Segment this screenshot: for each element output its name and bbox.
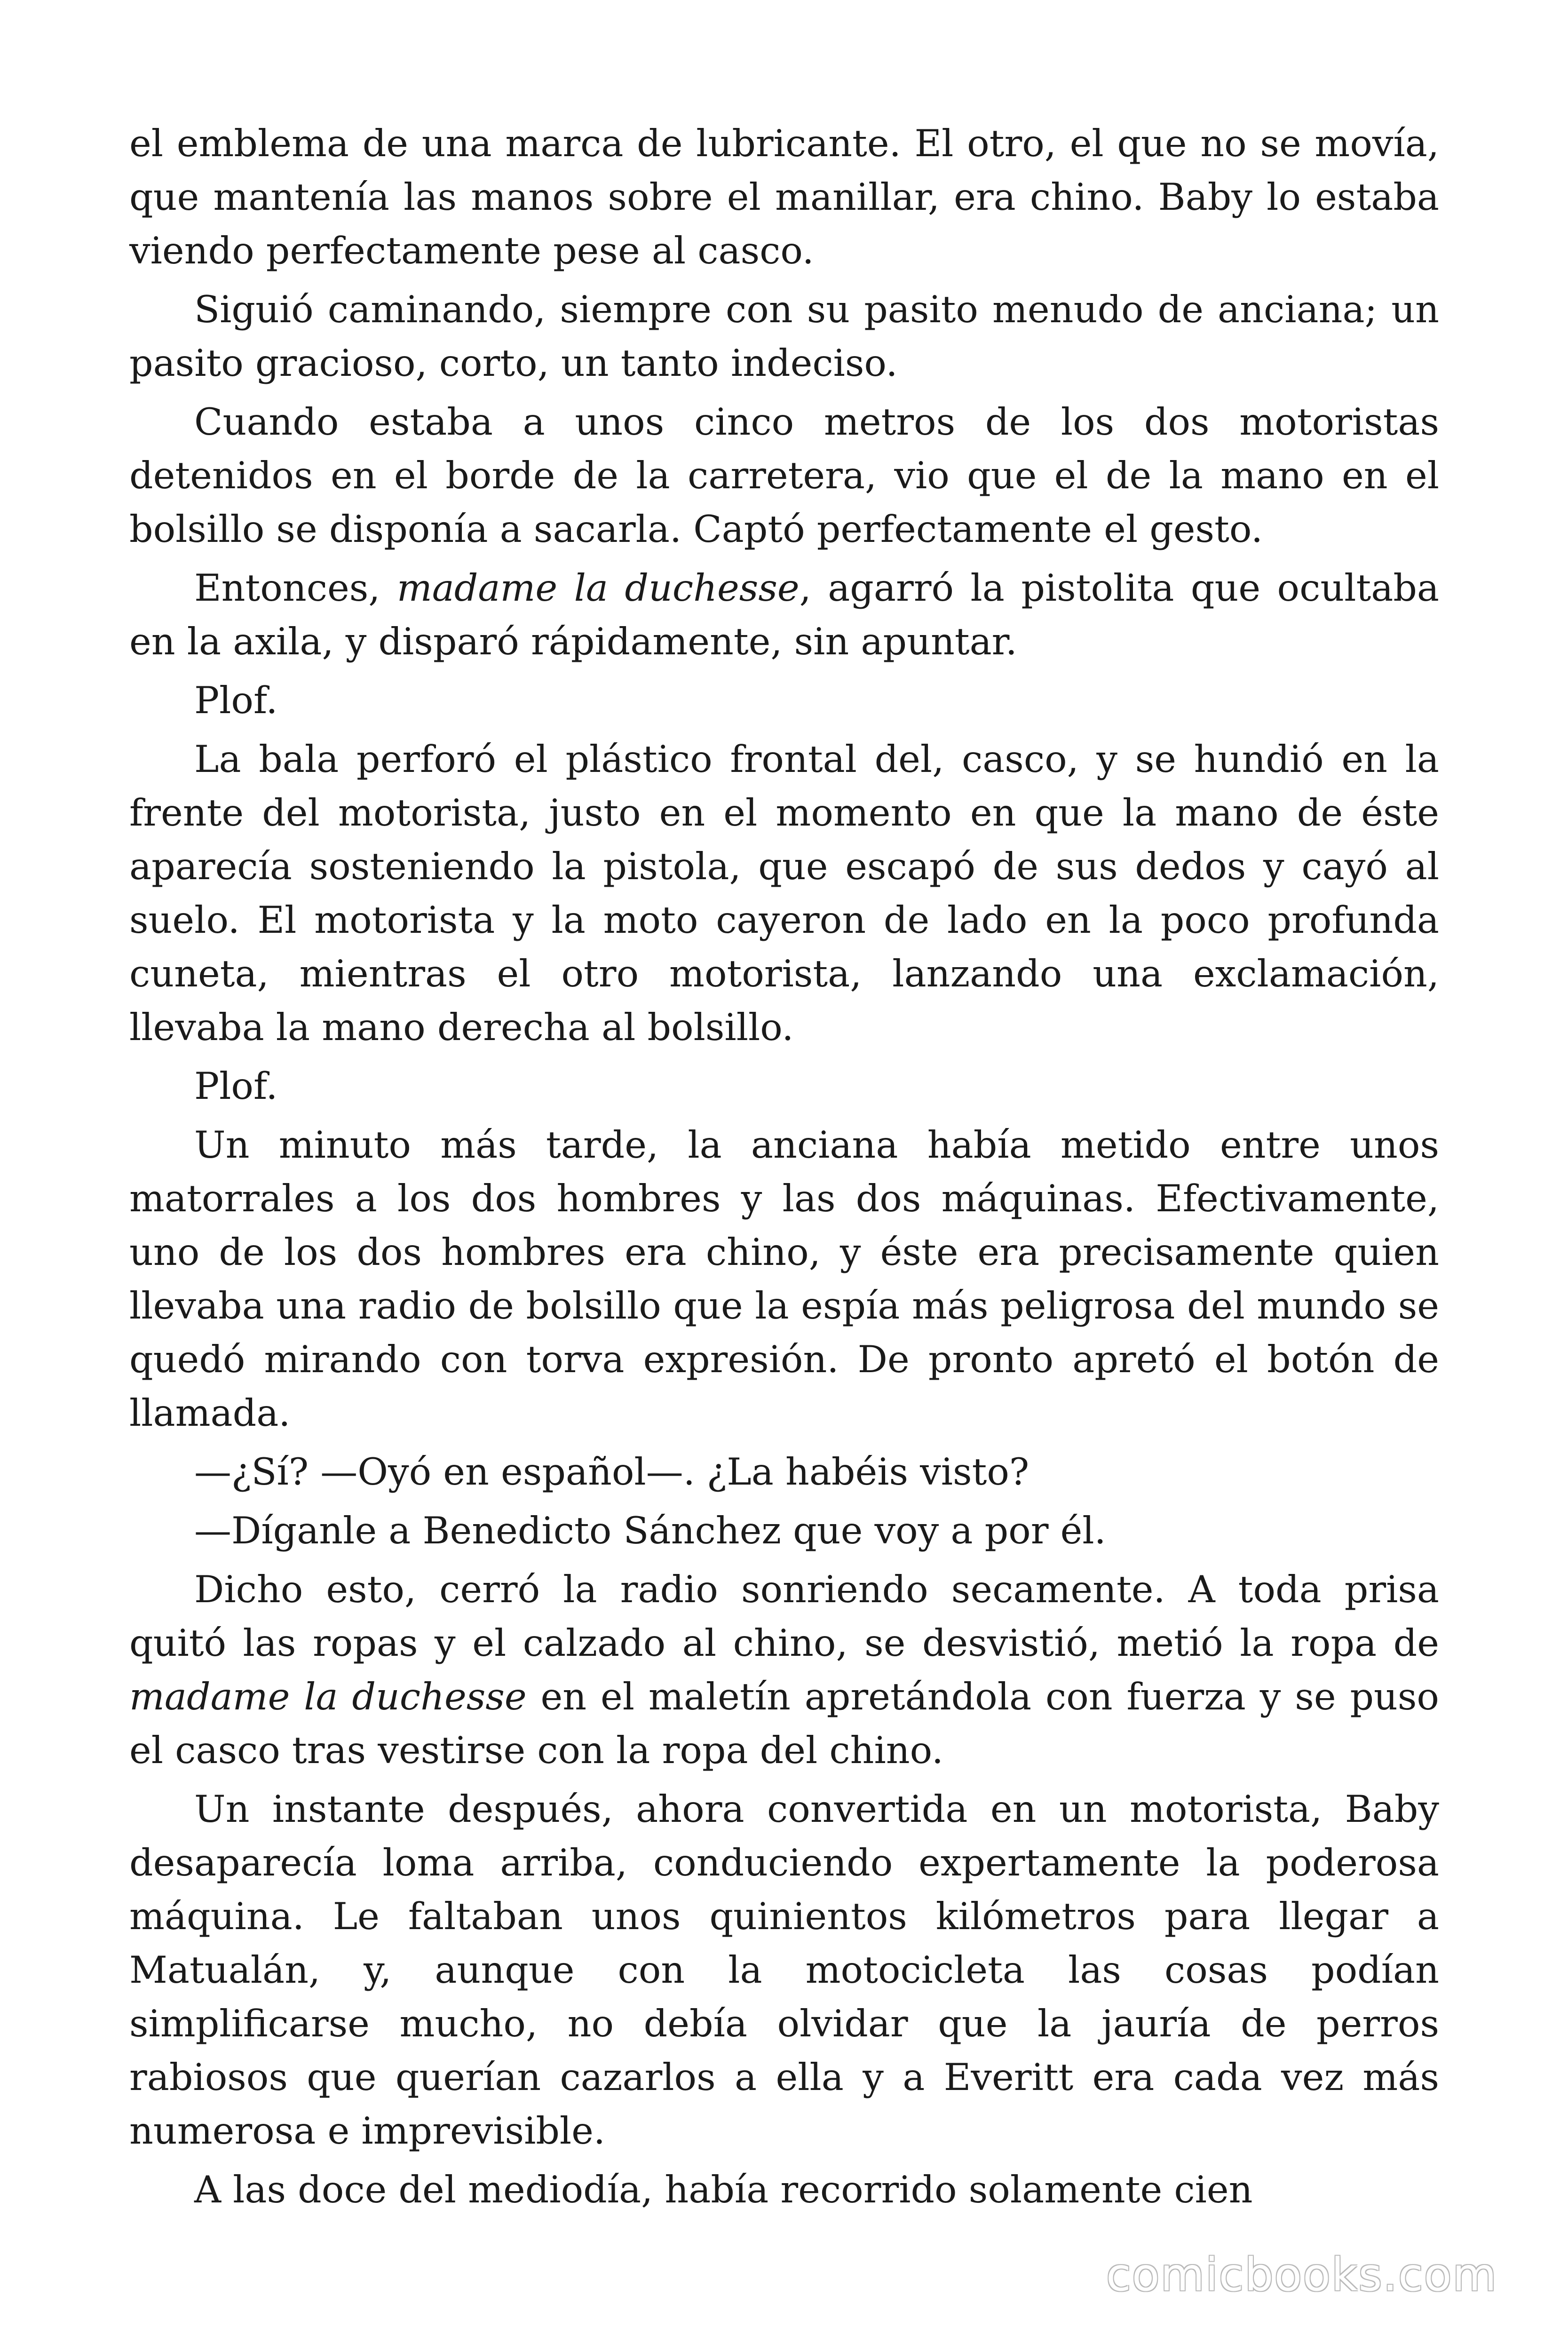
paragraph-4-before: Entonces,	[194, 566, 397, 610]
paragraph-13: A las doce del mediodía, había recorrido solamente cien	[194, 2168, 1253, 2211]
paragraph-9: —¿Sí? —Oyó en español—. ¿La habéis visto?	[194, 1450, 1029, 1494]
paragraph-3: Cuando estaba a unos cinco metros de los dos motoristas detenidos en el borde de la carretera, vio que el de la mano en el bolsillo se disponía a sacarla. Captó perfectamente el gesto.	[129, 400, 1439, 551]
paragraph-5: Plof.	[194, 679, 278, 722]
paragraph-11	[129, 1563, 1439, 1777]
paragraph-8: Un minuto más tarde, la anciana había metido entre unos matorrales a los dos hombres y las dos máquinas. Efectivamente, uno de los dos hombres era chino, y éste era precisamente quien llevaba una radio de bolsillo que la espía más peligrosa del mundo se quedó mirando con torva expresión. De pronto apretó el botón de llamada.	[129, 1123, 1439, 1435]
paragraph-7: Plof.	[194, 1065, 278, 1108]
paragraph-4	[129, 561, 1439, 668]
paragraph-11-after: en el maletín apretándola con fuerza y se puso el casco tras vestirse con la ropa del chino.	[129, 1675, 1439, 1772]
paragraph-6: La bala perforó el plástico frontal del, casco, y se hundió en la frente del motorista, justo en el momento en que la mano de éste aparecía sosteniendo la pistola, que escapó de sus dedos y cayó al suelo. El motorista y la moto cayeron de lado en la poco profunda cuneta, mientras el otro motorista, lanzando una exclamación, llevaba la mano derecha al bolsillo.	[129, 738, 1439, 1049]
paragraph-2: Siguió caminando, siempre con su pasito menudo de anciana; un pasito gracioso, corto, un tanto indeciso.	[129, 288, 1439, 385]
paragraph-12: Un instante después, ahora convertida en un motorista, Baby desaparecía loma arriba, conduciendo expertamente la poderosa máquina. Le faltaban unos quinientos kilómetros para llegar a Matualán, y, aunque con la motocicleta las cosas podían simplificarse mucho, no debía olvidar que la jauría de perros rabiosos que querían cazarlos a ella y a Everitt era cada vez más numerosa e imprevisible.	[129, 1788, 1439, 2153]
paragraph-4-after: , agarró la pistolita que ocultaba en la axila, y disparó rápidamente, sin apuntar.	[129, 566, 1439, 663]
page-text	[129, 117, 1439, 2217]
paragraph-4-italic: madame la duchesse	[396, 566, 800, 610]
paragraph-10: —Díganle a Benedicto Sánchez que voy a por él.	[194, 1509, 1106, 1552]
paragraph-11-italic: madame la duchesse	[129, 1675, 527, 1718]
paragraph-11-before: Dicho esto, cerró la radio sonriendo secamente. A toda prisa quitó las ropas y el calzado al chino, se desvistió, metió la ropa de	[129, 1568, 1439, 1665]
watermark: comicbooks.com	[1106, 2249, 1497, 2301]
paragraph-1: el emblema de una marca de lubricante. El otro, el que no se movía, que mantenía las manos sobre el manillar, era chino. Baby lo estaba viendo perfectamente pese al casco.	[129, 122, 1439, 272]
